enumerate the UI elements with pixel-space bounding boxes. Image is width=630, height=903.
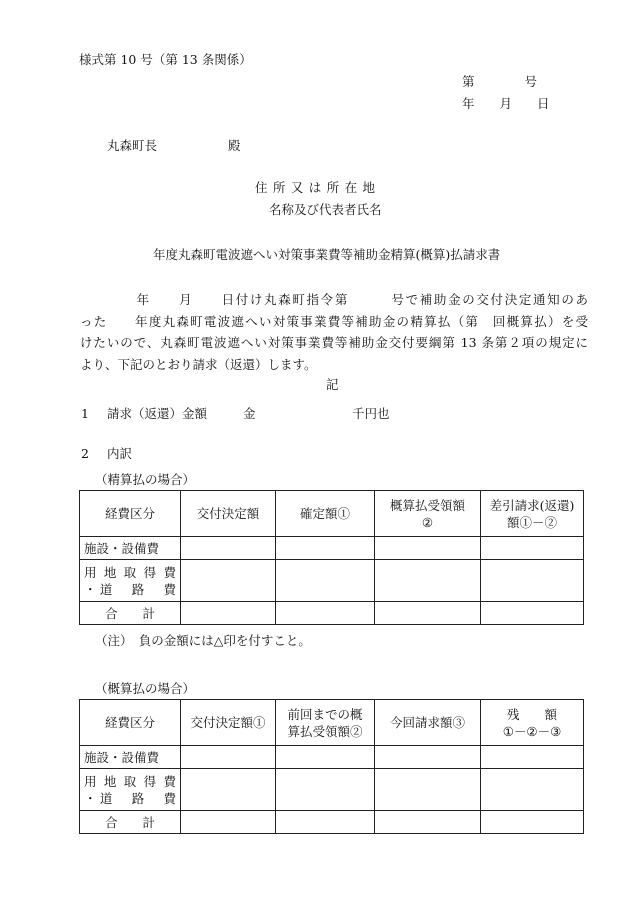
header-cell: 交付決定額① <box>181 700 276 746</box>
header-line: 額①－② <box>506 514 557 530</box>
amount-cell[interactable] <box>375 769 481 811</box>
amount-cell[interactable] <box>181 560 276 602</box>
row-label-line: 用地取得費 <box>84 564 176 580</box>
header-cell <box>276 700 375 746</box>
document-number: 第 号 <box>462 74 538 89</box>
amount-cell[interactable] <box>375 746 481 769</box>
amount-cell[interactable] <box>481 537 584 560</box>
amount-cell[interactable] <box>481 602 584 625</box>
applicant-address-text: 住所又は所在地 <box>255 180 375 195</box>
amount-cell[interactable] <box>276 560 375 602</box>
row-label <box>80 769 181 811</box>
body-line: より、下記のとおり請求（返還）します。 <box>80 356 317 372</box>
applicant-name-label: 名称及び代表者氏名 <box>269 202 382 217</box>
honorific: 殿 <box>228 138 241 153</box>
table-header-row <box>80 700 584 746</box>
amount-cell[interactable] <box>276 811 375 834</box>
amount-cell[interactable] <box>181 811 276 834</box>
ki-mark: 記 <box>326 377 339 392</box>
amount-cell[interactable] <box>276 602 375 625</box>
item1-label: 請求（返還）金額 <box>107 406 208 421</box>
amount-cell[interactable] <box>276 769 375 811</box>
item1-prefix: 金 <box>243 406 256 421</box>
note: （注） 負の金額には△印を付すこと。 <box>95 633 311 648</box>
table-total-row <box>80 811 584 834</box>
table-row <box>80 769 584 811</box>
amount-cell[interactable] <box>375 537 481 560</box>
amount-cell[interactable] <box>481 811 584 834</box>
amount-cell[interactable] <box>375 602 481 625</box>
amount-cell[interactable] <box>481 769 584 811</box>
amount-cell[interactable] <box>276 537 375 560</box>
row-label: 施設・設備費 <box>80 537 181 560</box>
amount-cell[interactable] <box>375 811 481 834</box>
form-number: 様式第 10 号（第 13 条関係） <box>79 52 252 67</box>
document-date: 年 月 日 <box>462 96 550 111</box>
header-cell: 交付決定額 <box>181 491 276 537</box>
total-label: 合 計 <box>80 811 181 834</box>
addressee: 丸森町長 <box>107 138 158 153</box>
item1-number: 1 <box>81 406 89 421</box>
table2-caption: （概算払の場合） <box>95 681 196 696</box>
header-line: 差引請求(返還) <box>489 497 575 513</box>
item2-label: 内訳 <box>107 446 133 461</box>
amount-cell[interactable] <box>276 746 375 769</box>
applicant-address-label <box>255 180 375 195</box>
header-cell: 確定額① <box>276 491 375 537</box>
amount-cell[interactable] <box>181 537 276 560</box>
body-line: った 年度丸森町電波遮へい対策事業費等補助金の精算払（第 回概算払）を受 <box>80 313 588 329</box>
row-label: 施設・設備費 <box>80 746 181 769</box>
body-line: 年 月 日付け丸森町指令第 号で補助金の交付決定通知のあ <box>80 292 588 307</box>
table-row <box>80 537 584 560</box>
body-line: けたいので、丸森町電波遮へい対策事業費等補助金交付要綱第 13 条第２項の規定に <box>80 335 588 350</box>
header-line: 算払受領額② <box>287 723 363 739</box>
settlement-table <box>79 490 584 625</box>
table-row <box>80 746 584 769</box>
header-line: ② <box>421 514 434 530</box>
item2-number: 2 <box>81 446 89 461</box>
item1-unit: 千円也 <box>352 406 390 421</box>
document-title: 年度丸森町電波遮へい対策事業費等補助金精算(概算)払請求書 <box>153 247 501 262</box>
table-total-row <box>80 602 584 625</box>
table-header-row <box>80 491 584 537</box>
advance-payment-table <box>79 699 584 834</box>
header-line: ①－②－③ <box>502 723 562 739</box>
amount-cell[interactable] <box>181 769 276 811</box>
row-label-line: ・道 路 費 <box>84 581 176 597</box>
header-line: 残 額 <box>506 706 557 722</box>
row-label-line: 用地取得費 <box>84 773 176 789</box>
table-row <box>80 560 584 602</box>
table1-caption: （精算払の場合） <box>95 472 196 487</box>
amount-cell[interactable] <box>375 560 481 602</box>
header-cell: 今回請求額③ <box>375 700 481 746</box>
row-label-line: ・道 路 費 <box>84 790 176 806</box>
header-cell <box>481 491 584 537</box>
header-line: 概算払受領額 <box>389 497 465 513</box>
header-line: 前回までの概 <box>287 706 363 722</box>
header-cell <box>481 700 584 746</box>
body-paragraph <box>80 289 588 375</box>
header-cell: 経費区分 <box>80 700 181 746</box>
row-label <box>80 560 181 602</box>
amount-cell[interactable] <box>181 602 276 625</box>
amount-cell[interactable] <box>481 560 584 602</box>
header-cell: 経費区分 <box>80 491 181 537</box>
amount-cell[interactable] <box>181 746 276 769</box>
total-label: 合 計 <box>80 602 181 625</box>
header-cell <box>375 491 481 537</box>
amount-cell[interactable] <box>481 746 584 769</box>
